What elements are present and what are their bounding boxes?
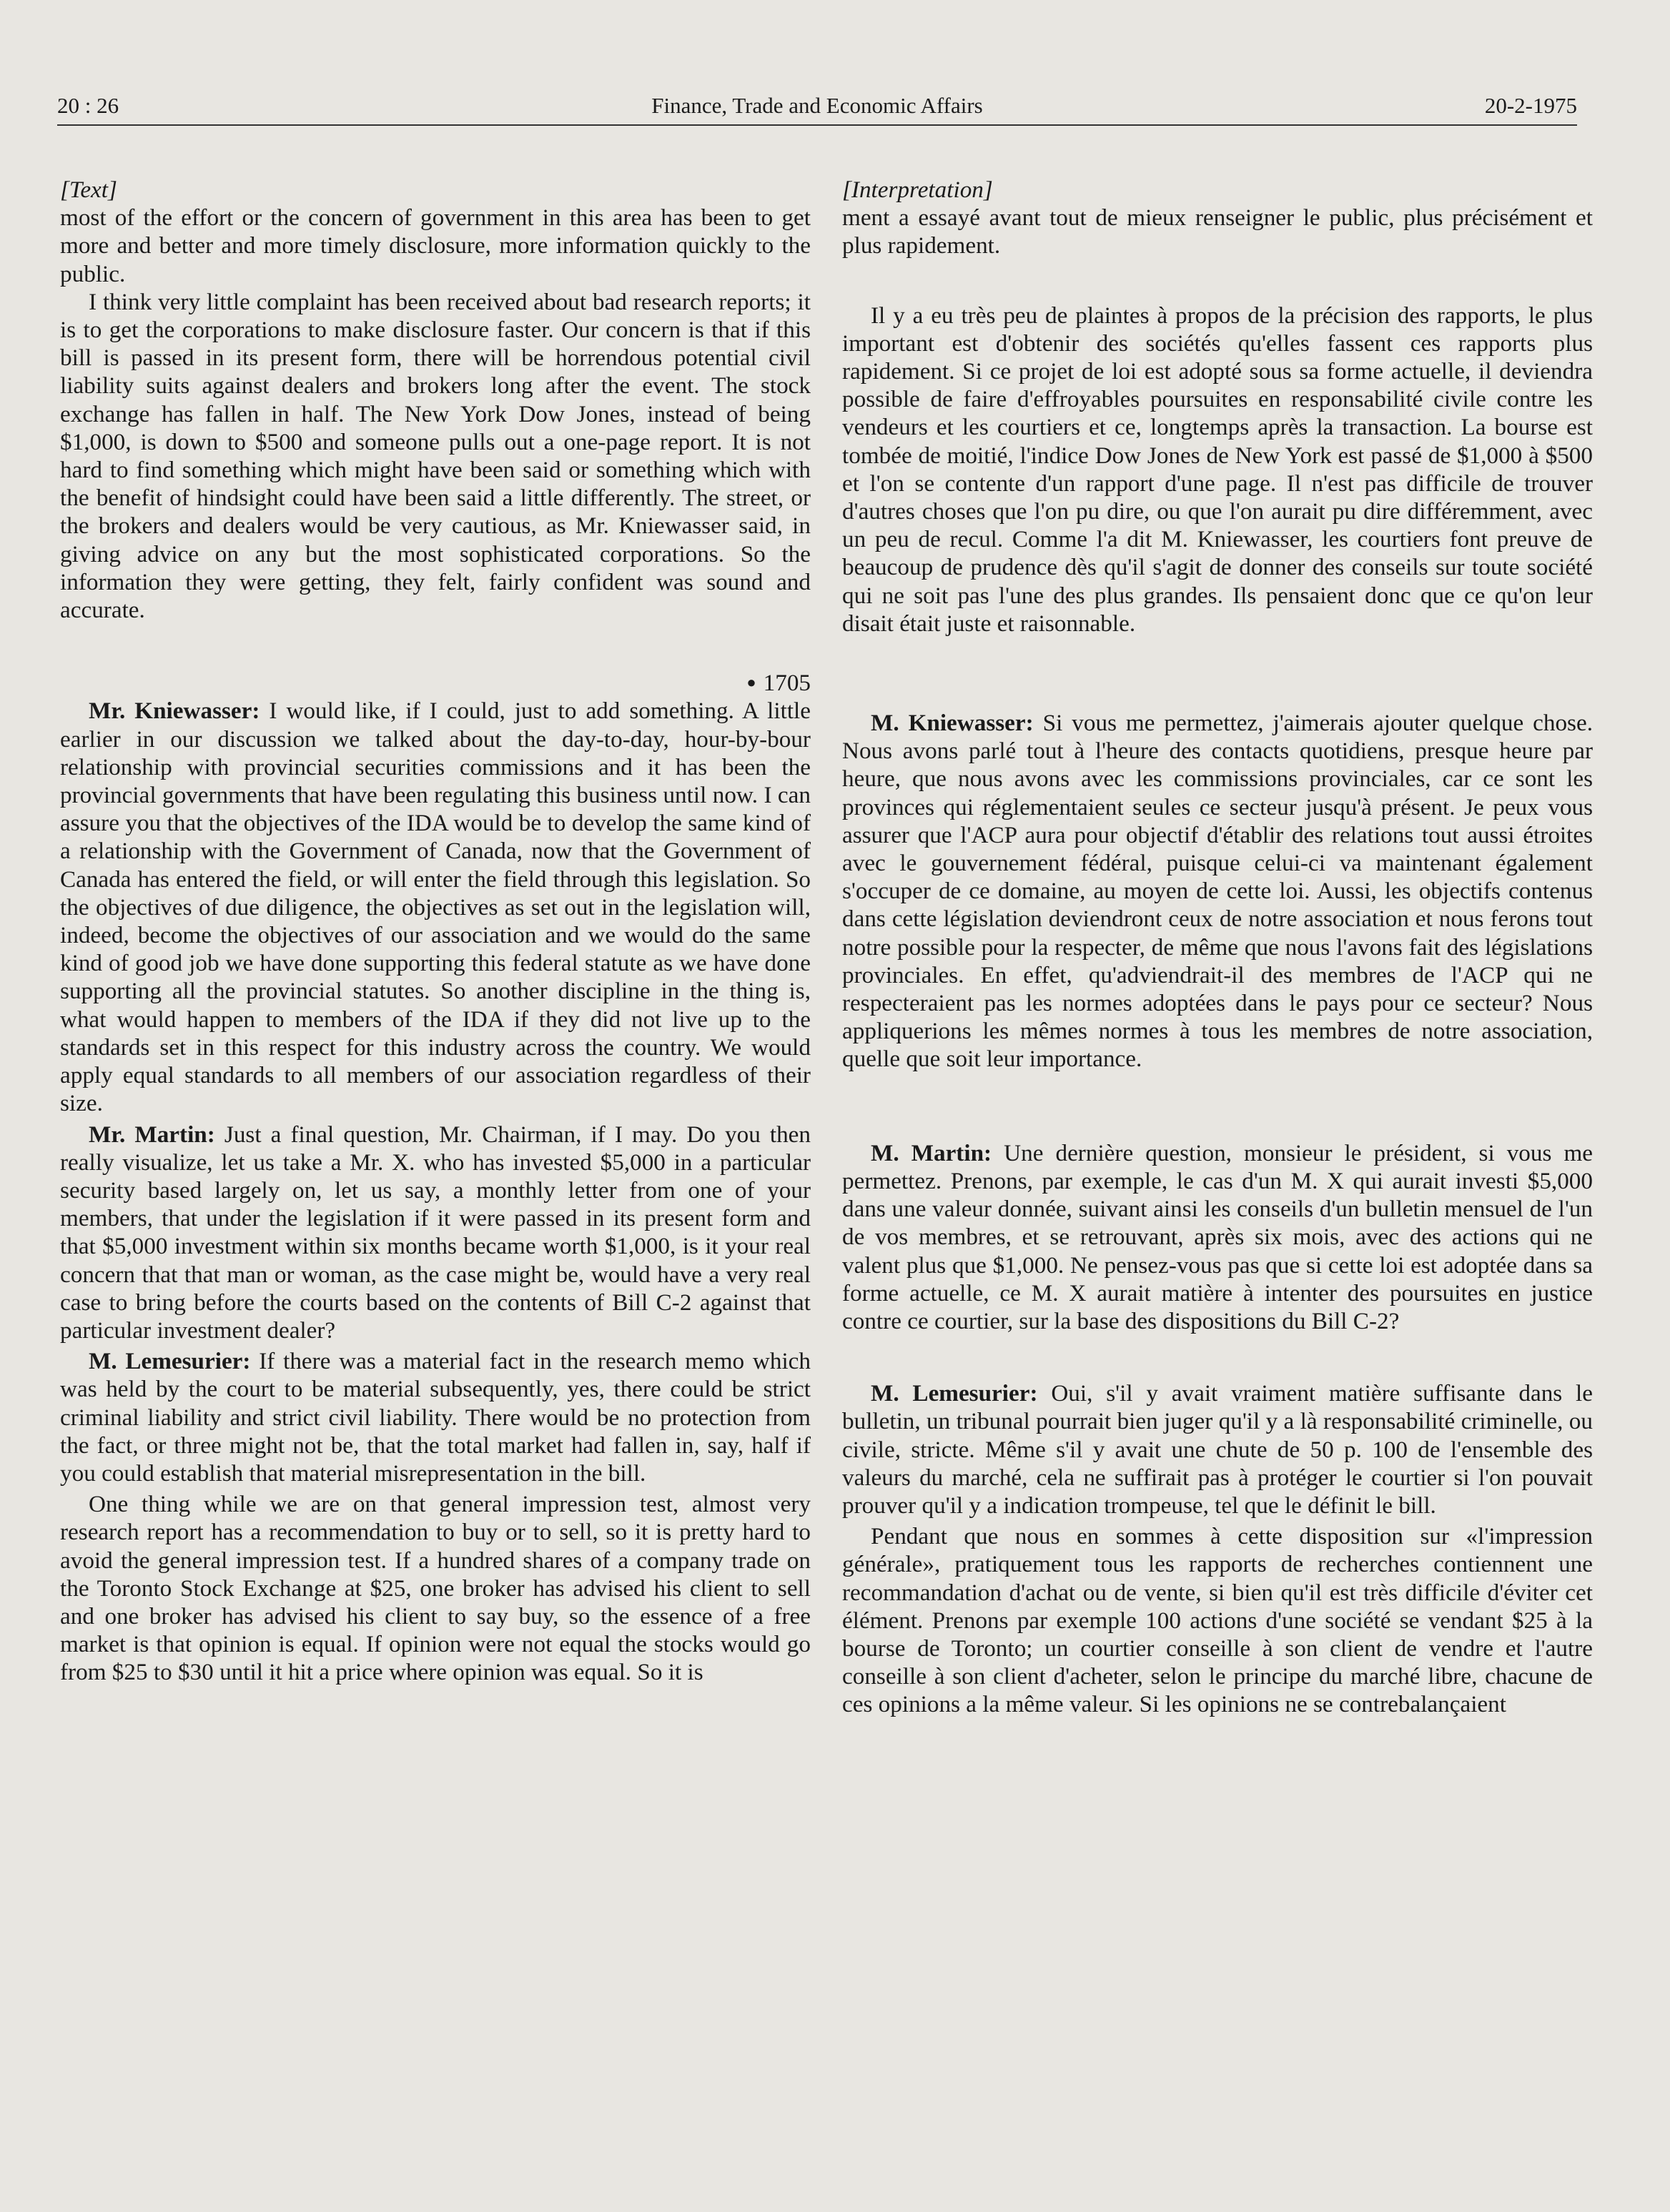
speaker-name: M. Lemesurier:: [89, 1348, 251, 1375]
speech-text: I would like, if I could, just to add something. A little earlier in our discussion we talked about the day-to-day, hour-by-bour relationship with provincial securities commissions and it has been the provincial governments that have been regulating this business until now. I can assure you that the objectives of the IDA would be to develop the same kind of a relationship with the Government of Canada, now that the Government of Canada has entered the field, or will enter the field through this legislation. So the objectives of due diligence, the objectives as set out in the legislation will, indeed, become the objectives of our association and we would do the same kind of good job we have done supporting this federal statute as we have done supporting all the provincial statutes. So another discipline in the thing is, what would happen to members of the IDA if they did not live up to the standards set in this respect for this industry across the country. We would apply equal standards to all members of our association regardless of their size.: [60, 698, 811, 1117]
french-column: [842, 176, 1593, 1719]
speaker-name: Mr. Martin:: [89, 1121, 215, 1148]
en-paragraph-kniewasser: [60, 697, 811, 1117]
timestamp: [60, 668, 811, 697]
fr-paragraph-2: Il y a eu très peu de plaintes à propos de la précision des rapports, le plus important est d'obtenir des sociétés qu'elles fassent ces rapports plus rapidement. Si ce projet de loi est adopté sous sa forme actuelle, il deviendra possible de faire d'effroyables poursuites en responsabilité civile contre les vendeurs et les courtiers et ce, longtemps après la transaction. La bourse est tombée de moitié, l'indice Dow Jones de New York est passé de $1,000 à $500 et l'on se contente d'un rapport d'une page. Il n'est pas difficile de trouver d'autres choses que l'on pu dire, ou que l'on aurait pu dire différemment, avec un peu de recul. Comme l'a dit M. Kniewasser, les courtiers font preuve de beaucoup de prudence dès qu'il s'agit de donner des conseils sur toute société qui ne soit pas l'une des plus grandes. Ils pensaient donc que ce qu'on leur disait était juste et raisonnable.: [842, 302, 1593, 637]
en-paragraph-1: most of the effort or the concern of government in this area has been to get more and better and more timely disclosure, more information quickly to the public.: [60, 204, 811, 287]
bullet-icon: ●: [746, 673, 756, 692]
speaker-name: M. Kniewasser:: [871, 710, 1034, 737]
timestamp-value: 1705: [763, 670, 811, 697]
fr-paragraph-6: Pendant que nous en sommes à cette disposition sur «l'impression générale», pratiquement tous les rapports de recherches contiennent une recommandation d'achat ou de vente, si bien qu'il est très difficile d'éviter cet élément. Prenons par exemple 100 actions d'une société se vendant $25 à la bourse de Toronto; un courtier conseille à son client de vendre et l'autre conseille à son client d'acheter, selon le principe du marché libre, chacune de ces opinions a la même valeur. Si les opinions ne se contrebalançaient: [842, 1523, 1593, 1718]
en-paragraph-martin: [60, 1121, 811, 1345]
page-number: 20 : 26: [57, 93, 119, 118]
speaker-name: M. Lemesurier:: [871, 1380, 1038, 1407]
speech-text: Si vous me permettez, j'aimerais ajouter quelque chose. Nous avons parlé tout à l'heure des contacts quotidiens, presque heure par heure, que nous avons avec les commissions provinciales, car ce sont les provinces qui réglementaient seules ce secteur jusqu'à présent. Je peux vous assurer que l'ACP aura pour objectif d'établir des relations tout aussi étroites avec le gouvernement fédéral, puisque celui-ci va maintenant également s'occuper de ce domaine, au moyen de cette loi. Aussi, les objectifs contenus dans cette législation deviendront ceux de notre association et nous ferons tout notre possible pour la respecter, de même que nous l'avons fait des législations provinciales. En effet, qu'adviendrait-il des membres de l'ACP qui ne respecteraient pas les normes adoptées dans le pays pour ce secteur? Nous appliquerions les mêmes normes à tous les membres de notre association, quelle que soit leur importance.: [842, 710, 1593, 1073]
en-paragraph-lemesurier: [60, 1347, 811, 1487]
speech-text: Just a final question, Mr. Chairman, if I may. Do you then really visualize, let us take a Mr. X. who has invested $5,000 in a particular security based largely on, let us say, a monthly letter from one of your members, that under the legislation if it were passed in its present form and that $5,000 investment within six months became worth $1,000, is it your real concern that that man or woman, as the case might be, would have a very real case to bring before the courts based on the contents of Bill C-2 against that particular investment dealer?: [60, 1121, 811, 1344]
text-label: [Text]: [60, 177, 117, 203]
speech-text: If there was a material fact in the research memo which was held by the court to be material subsequently, yes, there could be strict criminal liability and strict civil liability. There would be no protection from the fact, or three might not be, that the total market had fallen in, say, half if you could establish that material misrepresentation in the bill.: [60, 1348, 811, 1487]
page-title: Finance, Trade and Economic Affairs: [651, 93, 983, 118]
fr-paragraph-kniewasser: [842, 709, 1593, 1073]
en-paragraph-2: I think very little complaint has been received about bad research reports; it is to get the corporations to make disclosure faster. Our concern is that if this bill is passed in its present form, there will be horrendous potential civil liability suits against dealers and brokers long after the event. The stock exchange has fallen in half. The New York Dow Jones, instead of being $1,000, is down to $500 and someone pulls out a one-page report. It is not hard to find something which might have been said or something which with the benefit of hindsight could have been said a little differently. The street, or the brokers and dealers would be very cautious, as Mr. Kniewasser said, in giving advice on any but the most sophisticated corporations. So the information they were getting, they felt, fairly confident was sound and accurate.: [60, 288, 811, 624]
speaker-name: M. Martin:: [871, 1139, 992, 1166]
speaker-name: Mr. Kniewasser:: [89, 698, 260, 725]
fr-paragraph-martin: [842, 1139, 1593, 1335]
speech-text: Oui, s'il y avait vraiment matière suffisante dans le bulletin, un tribunal pourrait bien juger qu'il y a là responsabilité criminelle, ou civile, stricte. Même s'il y avait une chute de 50 p. 100 de l'ensemble des valeurs du marché, cela ne suffirait pas à protéger le courtier si l'on pouvait prouver qu'il y a indication trompeuse, tel que le définit le bill.: [842, 1380, 1593, 1519]
interpretation-label: [Interpretation]: [842, 177, 993, 203]
english-column: [60, 176, 811, 1687]
page-header: [57, 93, 1577, 126]
speech-text: Une dernière question, monsieur le président, si vous me permettez. Prenons, par exemple, le cas d'un M. X qui aurait investi $5,000 dans une valeur donnée, suivant ainsi les conseils d'un bulletin mensuel de l'un de vos membres, et se retrouvant, après six mois, avec des actions qui ne valent plus que $1,000. Ne pensez-vous pas que si cette loi est adoptée dans sa forme actuelle, ce M. X aurait matière à intenter des poursuites en justice contre ce courtier, sur la base des dispositions du Bill C-2?: [842, 1139, 1593, 1334]
page-date: 20-2-1975: [1484, 93, 1577, 118]
fr-paragraph-1: ment a essayé avant tout de mieux renseigner le public, plus précisément et plus rapidement.: [842, 204, 1593, 259]
en-paragraph-6: One thing while we are on that general impression test, almost very research report has a recommendation to buy or to sell, so it is pretty hard to avoid the general impression test. If a hundred shares of a company trade on the Toronto Stock Exchange at $25, one broker has advised his client to sell and one broker has advised his client to say buy, so the essence of a free market is that opinion is equal. If opinion were not equal the stocks would go from $25 to $30 until it hit a price where opinion was equal. So it is: [60, 1491, 811, 1686]
fr-paragraph-lemesurier: [842, 1379, 1593, 1519]
